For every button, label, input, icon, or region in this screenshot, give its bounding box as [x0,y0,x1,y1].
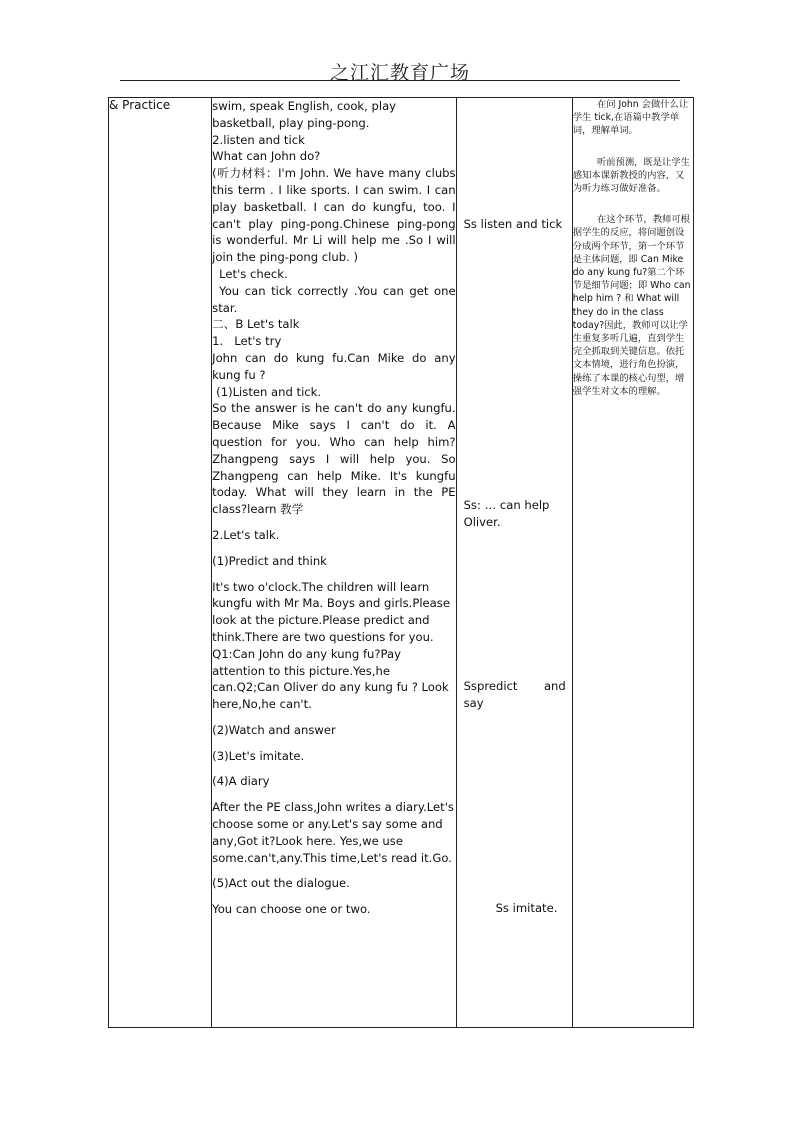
student-response: Ss imitate. [495,901,558,915]
student-response: Ss: … can help Oliver. [463,498,550,529]
stage-label: & Practice [109,98,171,112]
listening-script: (听力材料：I'm John. We have many clubs this term . I like sports. I can swim. I can play basketball. I can do kungfu, too. I can't play ping-pong.Chinese ping-pong is wonderful. Mr Li will help me .So I will join the ping-pong club. ) [212,166,456,265]
activity-line: John can do kung fu.Can Mike do any kung fu ? [212,350,456,382]
design-note: 听前预测，既是让学生感知本课新教授的内容，又为听力练习做好准备。 [572,156,690,195]
header-rule [120,80,680,81]
activity-paragraph: After the PE class,John writes a diary.Let's choose some or any.Let's say some and any,Got it?Look here. Yes,we use some.can't,any.This time,Let's read it.Go. [212,800,454,865]
stage-cell [109,98,212,1028]
activity-paragraph: It's two o'clock.The children will learn kungfu with Mr Ma. Boys and girls.Please look at the picture.Please predict and think.There are two questions for you. Q1:Can John do any kung fu?Pay attention to this picture.Yes,he can.Q2;Can Oliver do any kung fu ? Look here,No,he can't. [212,579,450,712]
activity-line: (1)Predict and think [212,553,327,568]
activity-line: (3)Let's imitate. [212,748,305,763]
activity-line: (2)Watch and answer [212,722,336,737]
activity-line: swim, speak English, cook, play basketball, play ping-pong. [212,99,397,130]
activity-line: You can tick correctly .You can get one star. [212,283,456,315]
design-note: 在这个环节，教师可根据学生的反应，将问题创设分成两个环节，第一个环节是主体问题，即 Can Mike do any kung fu?第二个环节是细节问题；即 Who can help him ? 和 What will they do in the class today?因此，教师可以让学生重复多听几遍，直到学生完全抓取到关键信息。依托文本情境，进行角色扮演，操练了本课的核心句型，增强学生对文本的理解。 [572,214,691,397]
page-header-title: 之江汇教育广场 [329,62,470,84]
activity-line: You can choose one or two. [212,902,371,917]
activity-line: (5)Act out the dialogue. [212,876,350,891]
activity-line: What can John do? [212,149,321,164]
activities-cell [212,98,456,1028]
lesson-plan-table [108,97,694,1028]
activity-line: (1)Listen and tick. [216,384,322,399]
student-response-cell [456,98,572,1028]
activity-line: 1. Let's try [212,334,282,349]
student-response: Sspredict and say [463,679,566,710]
section-heading: 二、B Let's talk [212,317,300,332]
design-notes-cell [572,98,693,1028]
activity-line: 2.Let's talk. [212,527,280,542]
activity-line: (4)A diary [212,774,270,789]
activity-line: Let's check. [219,266,288,281]
table-row [109,98,694,1028]
student-response: Ss listen and tick [463,217,563,231]
design-note: 在问 John 会做什么让学生 tick,在语篇中教学单词，理解单词。 [572,99,689,137]
activity-line: 2.listen and tick [212,132,305,147]
activity-paragraph: So the answer is he can't do any kungfu. Because Mike says I can't do it. A question for you. Who can help him? Zhangpeng says I will help you. So Zhangpeng can help Mike. It's kungfu today. What will they learn in the PE class?learn 教学 [212,401,456,517]
